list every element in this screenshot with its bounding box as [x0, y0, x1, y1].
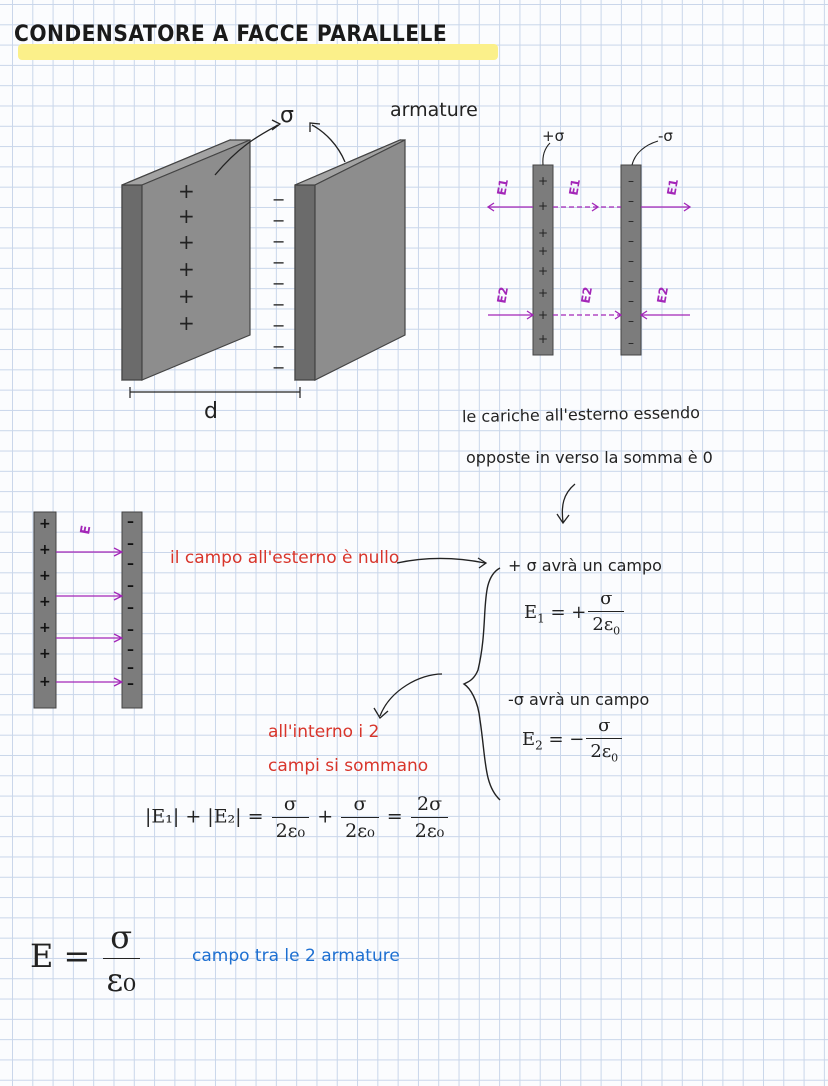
minus-sign: −	[272, 211, 286, 230]
svg-text:+: +	[39, 594, 51, 610]
sigma-arrow-right	[312, 125, 345, 162]
minus-sigma-label: -σ	[658, 127, 673, 145]
interno-line2: campi si sommano	[268, 756, 429, 776]
svg-text:+: +	[538, 174, 549, 188]
svg-text:–: –	[127, 578, 134, 594]
minus-sign: −	[272, 316, 286, 335]
left-plate-side	[122, 185, 142, 380]
plus-sign: +	[178, 230, 195, 254]
e1-label: E1	[566, 177, 584, 197]
e2-label: E2	[494, 285, 512, 305]
plus-charges	[178, 179, 195, 335]
svg-text:+: +	[538, 286, 549, 300]
minus-sign: −	[272, 190, 286, 209]
e2-label: E2	[654, 285, 672, 305]
minus-sign: −	[272, 337, 286, 356]
field-labels	[494, 178, 681, 305]
svg-text:+: +	[538, 264, 549, 278]
svg-text:+: +	[39, 568, 51, 584]
right-plate-side	[295, 185, 315, 380]
minus-sign: −	[272, 232, 286, 251]
page-title: CONDENSATORE A FACCE PARALLELE	[14, 22, 448, 47]
svg-text:+: +	[39, 674, 51, 690]
svg-text:–: –	[127, 676, 134, 692]
minus-sign: −	[272, 253, 286, 272]
arrowhead	[310, 123, 320, 132]
svg-text:+: +	[39, 620, 51, 636]
minus-sign: −	[272, 274, 286, 293]
svg-text:+: +	[538, 226, 549, 240]
svg-text:–: –	[127, 556, 134, 572]
minus-charges	[272, 190, 285, 377]
arrow	[632, 141, 658, 165]
svg-text:–: –	[628, 314, 634, 328]
positive-plate	[533, 165, 553, 355]
svg-text:–: –	[127, 514, 134, 530]
svg-text:–: –	[628, 214, 634, 228]
sigma-label: σ	[280, 103, 294, 128]
svg-text:–: –	[127, 660, 134, 676]
capacitor-3d-diagram	[100, 90, 478, 430]
armature-label: armature	[390, 99, 478, 121]
campo-tra-note: campo tra le 2 armature	[192, 946, 400, 966]
plus-sign: +	[178, 284, 195, 308]
svg-text:+: +	[538, 244, 549, 258]
svg-text:–: –	[127, 536, 134, 552]
plus-sigma-label: +σ	[542, 127, 565, 145]
e-label: E	[78, 524, 95, 536]
arrowhead	[272, 120, 280, 130]
arrow-to-interno	[370, 668, 450, 728]
plus-sigma-text: + σ avrà un campo	[508, 556, 662, 575]
svg-text:+: +	[538, 308, 549, 322]
final-formula: E = $\frac{\sigma}{\text{ε₀}}$	[30, 918, 142, 999]
plus-sign: +	[178, 204, 195, 228]
internal-field-diagram	[30, 508, 150, 713]
e1-formula: $E_1$ = + $\frac{\sigma}{2\varepsilon_0}$	[524, 588, 626, 638]
distance-label: d	[204, 399, 218, 424]
plus-sign: +	[178, 257, 195, 281]
e1-label: E1	[494, 177, 512, 197]
title-block	[14, 22, 485, 47]
note-external-line1: le cariche all'esterno essendo	[461, 402, 701, 427]
svg-text:–: –	[127, 600, 134, 616]
field-diagram	[480, 125, 710, 365]
e2-arrows	[488, 311, 690, 319]
svg-text:–: –	[628, 194, 634, 208]
internal-field-arrows	[56, 548, 122, 686]
interno-line1: all'interno i 2	[268, 722, 380, 742]
svg-text:+: +	[39, 516, 51, 532]
svg-text:–: –	[127, 622, 134, 638]
svg-text:–: –	[127, 642, 134, 658]
svg-text:+: +	[39, 542, 51, 558]
minus-sigma-text: -σ avrà un campo	[508, 690, 650, 709]
svg-text:+: +	[538, 332, 549, 346]
minus-sign: −	[272, 358, 286, 377]
down-arrow	[545, 478, 585, 528]
svg-text:–: –	[628, 234, 634, 248]
svg-text:–: –	[628, 254, 634, 268]
e2-label: E2	[578, 285, 596, 305]
curly-brace	[460, 560, 510, 805]
sum-formula: |E₁| + |E₂| = $\frac{\sigma}{\text{2ε₀}}$ + $\frac{\sigma}{\text{2ε₀}}$ = $\frac{2\sigma}{\text{2ε₀}}$	[145, 793, 450, 842]
svg-text:–: –	[628, 174, 634, 188]
plus-sign: +	[178, 311, 195, 335]
svg-text:–: –	[628, 294, 634, 308]
svg-text:+: +	[538, 199, 549, 213]
svg-text:–: –	[628, 336, 634, 350]
note-external-line2: opposte in verso la somma è 0	[466, 448, 713, 467]
plus-sign: +	[178, 179, 195, 203]
e2-formula: $E_2$ = − $\frac{\sigma}{2\varepsilon_0}$	[522, 715, 624, 765]
e1-arrows	[488, 203, 690, 211]
arrow	[543, 143, 550, 165]
e1-label: E1	[664, 177, 682, 197]
svg-text:–: –	[628, 274, 634, 288]
svg-text:+: +	[39, 646, 51, 662]
minus-sign: −	[272, 295, 286, 314]
campo-esterno-note: il campo all'esterno è nullo	[170, 548, 400, 568]
